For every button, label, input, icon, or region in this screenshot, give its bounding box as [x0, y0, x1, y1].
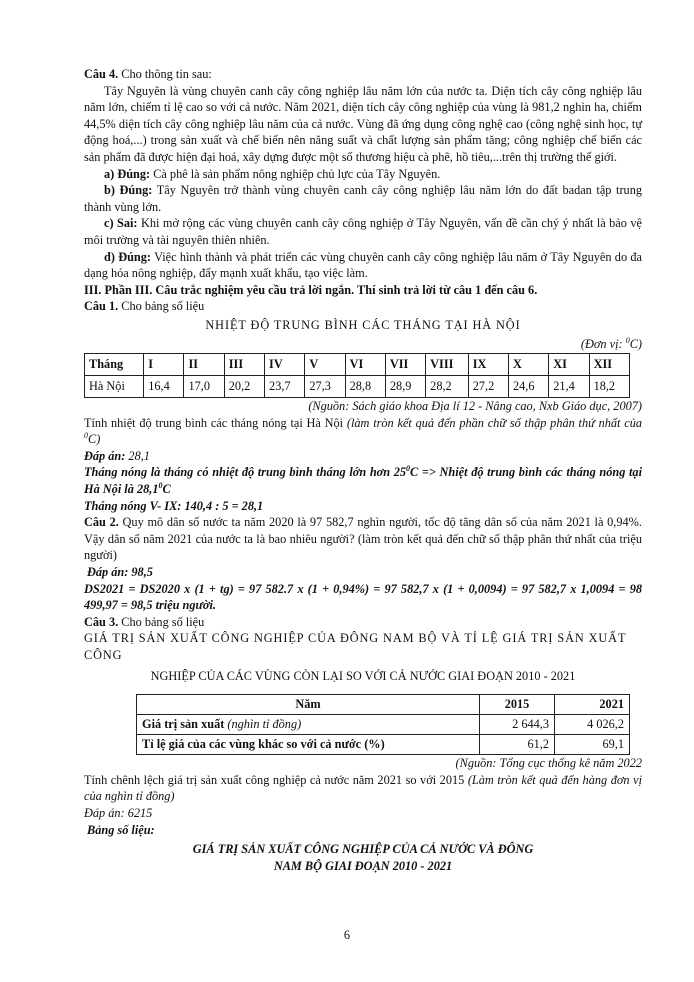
q1-expl-part2: C => Nhiệt độ trung bình các tháng nóng tại Hà Nội là 28,1: [84, 465, 642, 497]
q3-intro: Cho bảng số liệu: [118, 614, 205, 629]
td-city: Hà Nội: [85, 376, 144, 398]
td-value: 28,2: [426, 376, 469, 398]
th-2021: 2021: [555, 695, 630, 715]
q4-statement-d: [84, 249, 642, 282]
th-col: X: [509, 354, 549, 376]
r1-unit: (nghìn tỉ đồng): [227, 717, 302, 732]
th-month: Tháng: [85, 354, 144, 376]
q4-a-label: a) Đúng:: [104, 166, 151, 181]
q4-d-label: d) Đúng:: [104, 249, 152, 264]
q3-question: [84, 772, 642, 805]
q4-statement-a: [84, 166, 642, 183]
q2-explanation: DS2021 = DS2020 x (1 + tg) = 97 582.7 x (1 + 0,94%) = 97 582,7 x (1 + 0,0094) = 97 582,7 x 1,0094 = 98 499,97 = 98,5 triệu người.: [84, 581, 642, 613]
next-table-title-1: GIÁ TRỊ SẢN XUẤT CÔNG NGHIỆP CỦA CẢ NƯỚC VÀ ĐÔNG: [192, 842, 534, 857]
th-col: III: [224, 354, 264, 376]
temperature-data-row: [85, 376, 630, 398]
q1-note-suffix: C): [88, 432, 101, 447]
q1-source: (Nguồn: Sách giáo khoa Địa lí 12 - Nâng cao, Nxb Giáo dục, 2007): [308, 399, 642, 414]
td-value: 21,4: [549, 376, 589, 398]
q1-heading-line: [84, 298, 642, 315]
q3-heading: Câu 3.: [84, 614, 119, 629]
th-col: IX: [468, 354, 508, 376]
q3-source: (Nguồn: Tổng cục thống kê năm 2022: [455, 756, 642, 771]
td-value: 27,2: [468, 376, 508, 398]
q3-heading-line: [84, 614, 642, 631]
q1-unit-suffix: C): [629, 336, 642, 351]
q3-answer: Đáp án: 6215: [84, 805, 153, 820]
q4-intro: Cho thông tin sau:: [118, 67, 212, 81]
td-r1-2015: 2 644,3: [480, 715, 555, 735]
q1-question: [84, 415, 642, 448]
q3-table-label: Bảng số liệu:: [87, 822, 155, 837]
q1-answer-label: Đáp án:: [84, 448, 126, 463]
q4-heading-line: [84, 66, 642, 83]
q1-heading: Câu 1.: [84, 299, 119, 314]
q1-question-text: Tính nhiệt độ trung bình các tháng nóng tại Hà Nội: [84, 415, 347, 430]
th-col: XII: [589, 354, 629, 376]
q1-explanation: [84, 464, 642, 497]
temperature-header-row: [85, 354, 630, 376]
q3-title-2: NGHIỆP CỦA CÁC VÙNG CÒN LẠI SO VỚI CẢ NƯỚC GIAI ĐOẠN 2010 - 2021: [150, 668, 576, 683]
q1-unit-prefix: (Đơn vị:: [580, 336, 626, 351]
td-value-label: [137, 715, 480, 735]
q1-answer-value: 28,1: [125, 448, 150, 463]
q1-answer: [84, 448, 642, 465]
industry-header-row: [137, 695, 630, 715]
q1-expl-sup1: 0: [406, 464, 411, 474]
q1-calculation: Tháng nóng V- IX: 140,4 : 5 = 28,1: [84, 498, 264, 513]
industry-row-value: [137, 715, 630, 735]
q1-unit-sup: 0: [625, 335, 630, 345]
q1-expl-part3: C: [162, 482, 171, 497]
q1-note-sup: 0: [84, 431, 88, 441]
td-value: 17,0: [184, 376, 224, 398]
next-table-title-2: NAM BỘ GIAI ĐOẠN 2010 - 2021: [273, 858, 453, 873]
th-col: II: [184, 354, 224, 376]
q1-expl-part1: Tháng nóng là tháng có nhiệt độ trung bình tháng lớn hơn 25: [84, 465, 407, 480]
th-year: Năm: [137, 695, 480, 715]
q4-c-label: c) Sai:: [104, 216, 138, 231]
td-value: 27,3: [305, 376, 345, 398]
industry-row-ratio: [137, 735, 630, 755]
th-col: IV: [265, 354, 305, 376]
q1-intro: Cho bảng số liệu: [118, 299, 205, 314]
th-col: VIII: [426, 354, 469, 376]
td-value: 20,2: [224, 376, 264, 398]
td-value: 16,4: [144, 376, 184, 398]
temperature-table: [84, 353, 630, 398]
q4-statement-c: [84, 215, 642, 248]
td-r2-2021: 69,1: [555, 735, 630, 755]
q4-heading: Câu 4.: [84, 67, 119, 81]
q3-title-1: GIÁ TRỊ SẢN XUẤT CÔNG NGHIỆP CỦA ĐÔNG NAM BỘ VÀ TỈ LỆ GIÁ TRỊ SẢN XUẤT CÔNG: [84, 631, 627, 662]
th-col: VII: [385, 354, 425, 376]
td-value: 28,8: [345, 376, 385, 398]
td-value: 24,6: [509, 376, 549, 398]
r1-label: Giá trị sản xuất: [142, 717, 228, 732]
th-col: XI: [549, 354, 589, 376]
q2-question: [84, 514, 642, 564]
q1-note-prefix: (làm tròn kết quả đến phần chữ số thập phân thứ nhất của: [346, 415, 642, 430]
industry-table: [136, 694, 630, 755]
th-col: I: [144, 354, 184, 376]
q3-question-text: Tính chênh lệch giá trị sản xuất công nghiệp cả nước năm 2021 so với 2015: [84, 772, 468, 787]
q4-b-text: Tây Nguyên trở thành vùng chuyên canh cây công nghiệp lâu năm lớn do đất badan tập trung thành vùng lớn.: [84, 183, 643, 214]
q4-c-text: Khi mở rộng các vùng chuyên canh cây công nghiệp ở Tây Nguyên, vấn đề cần chý ý nhất là bảo vệ môi trường và tài nguyên thiên nhiên.: [84, 216, 642, 247]
q4-d-text: Việc hình thành và phát triển các vùng chuyên canh cây công nghiệp lâu năm ở Tây Nguyên do đa dạng hóa nông nghiệp, đẩy mạnh xuất khẩu, tạo việc làm.: [84, 249, 642, 281]
q2-heading: Câu 2.: [84, 515, 119, 530]
th-2015: 2015: [480, 695, 555, 715]
td-value: 23,7: [265, 376, 305, 398]
td-r1-2021: 4 026,2: [555, 715, 630, 735]
q2-answer: Đáp án: 98,5: [87, 565, 153, 580]
page-number: 6: [343, 928, 351, 942]
q4-statement-b: [84, 182, 642, 215]
td-value: 18,2: [589, 376, 629, 398]
td-r2-2015: 61,2: [480, 735, 555, 755]
q1-expl-sup2: 0: [158, 481, 163, 491]
q1-table-title: NHIỆT ĐỘ TRUNG BÌNH CÁC THÁNG TẠI HÀ NỘI: [205, 317, 521, 332]
q4-b-label: b) Đúng:: [104, 183, 153, 198]
q4-a-text: Cà phê là sản phẩm nông nghiệp chủ lực của Tây Nguyên.: [150, 166, 441, 181]
td-value: 28,9: [385, 376, 425, 398]
q2-text: Quy mô dân số nước ta năm 2020 là 97 582,7 nghìn người, tốc độ tăng dân số của năm 2021 là 0,94%. Vậy dân số năm 2021 của nước ta là bao nhiêu người? (làm tròn kết quả đến chữ số thập phân thứ nhất của triệu người): [84, 515, 642, 563]
part3-heading: III. Phần III. Câu trắc nghiệm yêu cầu trả lời ngắn. Thí sinh trả lời từ câu 1 đến câu 6.: [84, 282, 538, 297]
q4-passage: Tây Nguyên là vùng chuyên canh cây công nghiệp lâu năm lớn của nước ta. Diện tích cây công nghiệp lâu năm lớn, chiếm tỉ lệ cao so với cả nước. Năm 2021, diện tích cây công nghiệp của vùng là 981,2 nghìn ha, chiếm 44,5% diện tích cây công nghiệp lâu năm của cả nước. Vùng đã ứng dụng công nghệ cao (công nghệ sinh học, tự động hoá,...) trong sản xuất và chế biến nên năng suất và chất lượng sản phẩm tăng; công nghiệp chế biến các sản phẩm đã được hiện đại hoá, xây dựng được một số thương hiệu cà phê, hồ tiêu,...trên thị trường thế giới.: [84, 83, 642, 164]
th-col: V: [305, 354, 345, 376]
th-col: VI: [345, 354, 385, 376]
q3-question-note: (Làm tròn kết quả đến hàng đơn vị của nghìn tỉ đồng): [84, 772, 642, 804]
q1-unit: [84, 336, 642, 353]
td-ratio-label: Tỉ lệ giá của các vùng khác so với cả nước (%): [137, 735, 480, 755]
